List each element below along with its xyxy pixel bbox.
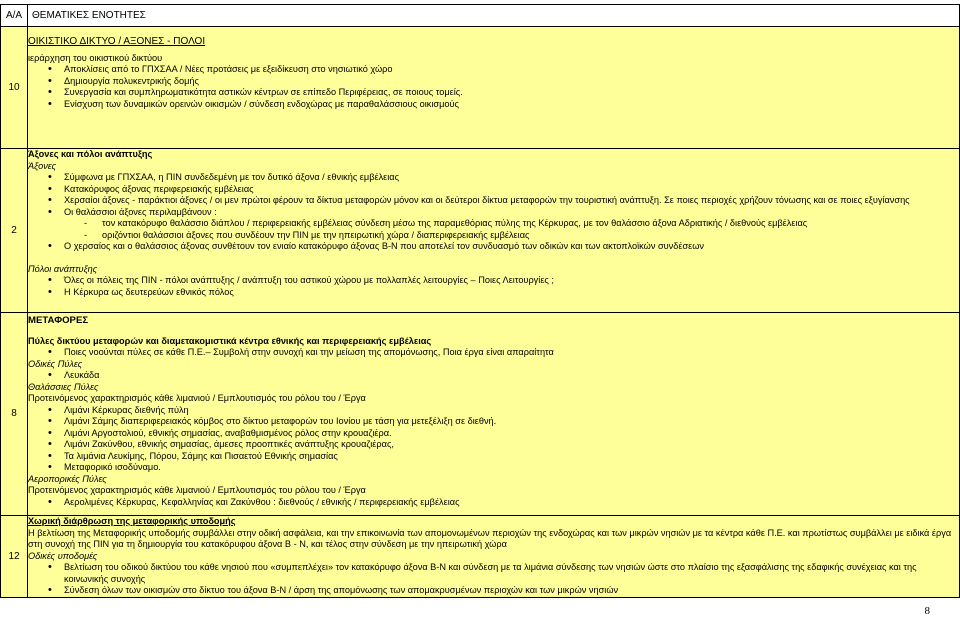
header-number-cell: Α/Α [1, 5, 28, 27]
list-item: • Σύμφωνα με ΓΠΧΣΑΑ, η ΠΙΝ συνδεδεμένη με τον δυτικό άξονα / εθνικής εμβέλειας [48, 172, 959, 184]
row-number: 8 [1, 313, 28, 516]
bullet-list [28, 405, 959, 474]
list-item: • Λιμάνι Ζακύνθου, εθνικής σημασίας, άμεσες προοπτικές ανάπτυξης κρουαζιέρας, [48, 439, 959, 451]
air-gates-label: Αεροπορικές Πύλες [28, 473, 107, 484]
sea-gates-intro: Προτεινόμενος χαρακτηρισμός κάθε λιμανιού / Εμπλουτισμός του ρόλου του / Έργα [28, 393, 366, 403]
list-item: • Ο χερσαίος και ο θαλάσσιος άξονας συνθέτουν τον ενιαίο κατακόρυφο άξονας Β-Ν που αποτελεί τον συνδυασμό των οδικών και των ακτοπλοϊκών συνδέσεων [48, 241, 959, 253]
list-item: • Δημιουργία πολυκεντρικής δομής [48, 76, 959, 88]
sea-gates-label: Θαλάσσιες Πύλες [28, 381, 99, 392]
list-item: • Η Κέρκυρα ως δευτερεύων εθνικός πόλος [48, 287, 959, 299]
table-row [1, 313, 960, 516]
row-number: 2 [1, 149, 28, 313]
list-item: • Λιμάνι Κέρκυρας διεθνής πύλη [48, 405, 959, 417]
section-title: ΜΕΤΑΦΟΡΕΣ [28, 315, 89, 326]
section-paragraph: Η βελτίωση της Μεταφορικής υποδομής συμβάλλει στην οδική ασφάλεια, και την επικοινωνία των απομονωμένων περιοχών της ενδοχώρας και των μικρών νησιών με τα κέντρα κάθε Π.Ε. και πρωτίστως συμβάλλει με ειδικά έργα στη συνοχή της ΠΙΝ για τη δημιουργία του κατακόρυφου άξονα Β - Ν, και τέλος στην σύνδεση με την ηπειρωτική χώρα [28, 527, 952, 549]
list-item: • Όλες οι πόλεις της ΠΙΝ - πόλοι ανάπτυξης / ανάπτυξη του αστικού χώρου με πολλαπλές λειτουργίες – Ποιες Λειτουργίες ; [48, 275, 959, 287]
section-transport [28, 313, 960, 516]
list-item: • Μεταφορικό ισοδύναμο. [48, 462, 959, 474]
section-title: ΟΙΚΙΣΤΙΚΟ ΔΙΚΤΥΟ / ΑΞΟΝΕΣ - ΠΟΛΟΙ [28, 36, 206, 47]
list-item: • Αποκλίσεις από το ΓΠΧΣΑΑ / Νέες προτάσεις με εξειδίκευση στο νησιωτικό χώρο [48, 64, 959, 76]
list-item: • Οι θαλάσσιοι άξονες περιλαμβάνουν : [48, 207, 959, 219]
list-item: • Ενίσχυση των δυναμικών ορεινών οικισμών / σύνδεση ενδοχώρας με παραθαλάσσιους οικισμούς [48, 99, 959, 111]
table-row [1, 27, 960, 149]
section-heading: Άξονες και πόλοι ανάπτυξης [28, 149, 153, 159]
bullet-list [28, 64, 959, 110]
section-heading: Πύλες δικτύου μεταφορών και διαμετακομιστικά κέντρα εθνικής και περιφερειακής εμβέλειας [28, 335, 432, 346]
section-transport-infrastructure [28, 516, 960, 598]
row-number: 10 [1, 27, 28, 149]
list-item: • Λευκάδα [48, 370, 959, 382]
list-item: • Σύνδεση όλων των οικισμών στο δίκτυο του άξονα Β-Ν / άρση της απομόνωσης των απομακρυσμένων περιοχών και των μικρών νησιών [48, 585, 959, 597]
page-number: 8 [924, 604, 930, 617]
section-intro: ιεράρχηση του οικιστικού δικτύου [28, 52, 163, 63]
bullet-list [28, 241, 959, 253]
poles-label: Πόλοι ανάπτυξης [28, 263, 98, 274]
bullet-list [28, 370, 959, 382]
table-row [1, 149, 960, 313]
dash-list [28, 218, 959, 241]
road-gates-label: Οδικές Πύλες [28, 358, 83, 369]
topics-table [0, 4, 960, 598]
list-item: • Λιμάνι Σάμης διαπεριφερειακός κόμβος στο δίκτυο μεταφορών του Ιονίου με τάση για μετεξέλιξη σε διεθνή. [48, 416, 959, 428]
bullet-list [28, 172, 959, 218]
list-item: - οριζόντιοι θαλάσσιοι άξονες που συνδέουν την ΠΙΝ με την ηπειρωτική χώρα / διαπεριφερειακής εμβέλειας [84, 230, 959, 242]
road-infra-label: Οδικές υποδομές [28, 550, 98, 561]
list-item: • Ποιες νοούνται πύλες σε κάθε Π.Ε.– Συμβολή στην συνοχή και την μείωση της απομόνωσης, Ποια έργα είναι απαραίτητα [48, 347, 959, 359]
bullet-list [28, 497, 959, 509]
section-settlement-network [28, 27, 960, 149]
list-item: • Κατακόρυφος άξονας περιφερειακής εμβέλειας [48, 184, 959, 196]
list-item: • Αερολιμένες Κέρκυρας, Κεφαλληνίας και Ζακύνθου : διεθνούς / εθνικής / περιφερειακής εμβέλειας [48, 497, 959, 509]
bullet-list [28, 347, 959, 359]
list-item: • Τα λιμάνια Λευκίμης, Πόρου, Σάμης και Πισαετού Εθνικής σημασίας [48, 451, 959, 463]
header-title-cell: ΘΕΜΑΤΙΚΕΣ ΕΝΟΤΗΤΕΣ [28, 5, 960, 27]
table-header-row [1, 5, 960, 27]
bullet-list [28, 562, 959, 597]
row-number: 12 [1, 516, 28, 598]
axes-label: Άξονες [28, 160, 57, 171]
bullet-list [28, 275, 959, 298]
table-row [1, 516, 960, 598]
list-item: • Λιμάνι Αργοστολιού, εθνικής σημασίας, αναβαθμισμένος ρόλος στην κρουαζιέρα. [48, 428, 959, 440]
list-item: • Χερσαίοι άξονες - παράκτιοι άξονες / οι μεν πρώτοι φέρουν τα δίκτυα μεταφορών μόνον και οι δεύτεροι δίκτυα μεταφορών την τουριστική ανάπτυξη. Σε ποιες περιοχές χρήζουν τόνωσης και σε ποιες εξυγίανσης [48, 195, 959, 207]
list-item: • Συνεργασία και συμπληρωματικότητα αστικών κέντρων σε επίπεδο Περιφέρειας, σε ποιους τομείς. [48, 87, 959, 99]
air-gates-intro: Προτεινόμενος χαρακτηρισμός κάθε λιμανιού / Εμπλουτισμός του ρόλου του / Έργα [28, 485, 366, 495]
document [0, 4, 960, 598]
list-item: • Βελτίωση του οδικού δικτύου του κάθε νησιού που «συμπεπλέχει» τον κατακόρυφο άξονα Β-Ν και σύνδεση με τα λιμάνια σύνδεσης των νησιών ώστε στο πλαίσιο της εξασφάλισης της εδαφικής συνέχειας και της κοινωνικής συνοχής [48, 562, 959, 585]
list-item: - τον κατακόρυφο θαλάσσιο διάπλου / περιφερειακής εμβέλειας σύνδεση μέσω της παραμεθόριας πύλης της Κέρκυρας, με τον θαλάσσιο άξονα Αδριατικής / διεθνούς εμβέλειας [84, 218, 959, 230]
section-heading: Χωρική διάρθρωση της μεταφορικής υποδομής [28, 516, 236, 526]
section-axes-poles [28, 149, 960, 313]
